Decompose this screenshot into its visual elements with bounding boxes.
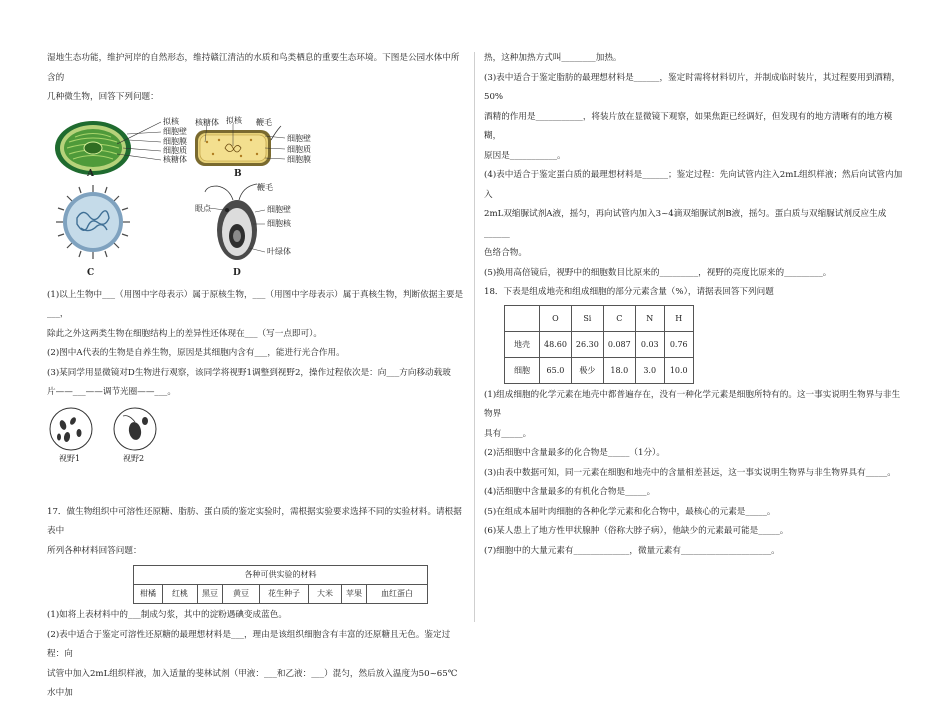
table-cell: 26.30	[571, 331, 603, 357]
q18-line-8: (7)细胞中的大量元素有_____________，微量元素有_____________________。	[484, 545, 780, 556]
microscope-views	[47, 403, 465, 469]
label-a-nucleoid: 拟核	[163, 116, 179, 126]
caption-a: A	[87, 168, 94, 179]
material-cell: 黑豆	[198, 585, 223, 604]
q17-cont-line-7: 色络合物。	[484, 248, 527, 258]
table-cell: 细胞	[505, 357, 540, 383]
table-cell: H	[664, 305, 693, 331]
q18-intro: 18．下表是组成地壳和组成细胞的部分元素含量（%），请据表回答下列问题	[484, 287, 774, 297]
q17-line-1: (1)如将上表材料中的___制成匀浆，其中的淀粉遇碘变成蓝色。	[47, 610, 287, 620]
label-d-flagellum: 鞭毛	[257, 182, 273, 192]
table-cell: Si	[571, 305, 603, 331]
q18-line-1: (1)组成细胞的化学元素在地壳中都普遍存在，没有一种化学元素是细胞所特有的。这一事实说明生物界与非生物界	[484, 389, 901, 419]
left-column	[47, 0, 465, 704]
table-row	[505, 305, 694, 331]
table-cell: 0.087	[603, 331, 635, 357]
label-b-cytoplasm: 细胞质	[287, 144, 311, 154]
q18-line-7: (6)某人患上了地方性甲状腺肿（俗称大脖子病），他缺少的元素最可能是_____。	[484, 526, 789, 536]
q17-intro-line-1: 17．做生物组织中可溶性还原糖、脂肪、蛋白质的鉴定实验时，需根据实验要求选择不同的实验材料。请根据表中	[47, 506, 462, 536]
view-1-drawing	[49, 407, 93, 451]
q17-cont-line-3: 酒精的作用是___________，将装片放在显微镜下观察，如果焦距已经调好，但发现有的地方清晰有的地方模糊，	[484, 111, 893, 141]
q17-cont-line-1: 热，这种加热方式叫________加热。	[484, 53, 622, 63]
q18-line-6: (5)在组成本届叶肉细胞的各种化学元素和化合物中，最核心的元素是_____。	[484, 506, 776, 517]
label-b-flagellum: 鞭毛	[256, 117, 272, 127]
material-cell: 红桃	[163, 585, 198, 604]
table-cell: 18.0	[603, 357, 635, 383]
table-row	[505, 357, 694, 383]
label-d-chloroplast: 叶绿体	[267, 246, 291, 256]
q17-line-3: 试管中加入2mL组织样液，加入适量的斐林试剂（甲液：___和乙液：___）混匀，然后放入温度为50~65℃水中加	[47, 668, 458, 698]
material-cell: 大米	[309, 585, 342, 604]
label-b-nucleoid: 拟核	[226, 115, 242, 125]
caption-b: B	[234, 168, 242, 179]
table-cell: 极少	[571, 357, 603, 383]
table-cell: 地壳	[505, 331, 540, 357]
materials-table-title: 各种可供实验的材料	[134, 566, 428, 585]
organism-c-drawing	[55, 184, 131, 260]
table-cell: C	[603, 305, 635, 331]
q18-line-4: (3)由表中数据可知，同一元素在细胞和地壳中的含量相差甚远，这一事实说明生物界与非生物界具有_____。	[484, 467, 896, 478]
q18-line-5: (4)活细胞中含量最多的有机化合物是_____。	[484, 487, 656, 497]
table-row	[505, 331, 694, 357]
table-cell: 10.0	[664, 357, 693, 383]
intro-line-2: 几种微生物，回答下列问题：	[47, 92, 159, 102]
element-table	[504, 305, 694, 384]
q18-line-3: (2)活细胞中含量最多的化合物是_____（1分）。	[484, 448, 665, 458]
q17-line-2: (2)表中适合于鉴定可溶性还原糖的最理想材料是___，理由是该组织细胞含有丰富的还原糖且无色。鉴定过程：向	[47, 629, 451, 659]
caption-c: C	[87, 267, 95, 278]
q17-intro-line-2: 所列各种材料回答问题：	[47, 545, 142, 556]
table-cell: 65.0	[540, 357, 572, 383]
q16-line-3: (2)图中A代表的生物是自养生物，原因是其细胞内含有___，能进行光合作用。	[47, 348, 345, 358]
q18-line-2: 具有_____。	[484, 428, 532, 439]
q17-cont-line-8: (5)换用高倍镜后，视野中的细胞数目比原来的_________，视野的亮度比原来的_________。	[484, 267, 832, 278]
materials-table	[133, 565, 428, 604]
column-divider	[474, 52, 475, 622]
q16-line-4: (3)某同学用显微镜对D生物进行观察，该同学将视野1调整到视野2，操作过程依次是：向___方向移动载玻	[47, 367, 451, 378]
label-b-ribosome: 核糖体	[195, 117, 219, 127]
q17-cont-line-4: 原因是___________。	[484, 150, 566, 161]
label-a-cytoplasm: 细胞质	[163, 145, 187, 155]
table-cell: O	[540, 305, 572, 331]
material-cell: 花生种子	[260, 585, 309, 604]
q17-cont-line-6: 2mL双缩脲试剂A液，摇匀，再向试管内加入3~4滴双缩脲试剂B液，摇匀。蛋白质与双缩脲试剂反应生成______	[484, 209, 887, 239]
table-cell: 3.0	[635, 357, 664, 383]
table-cell: 0.03	[635, 331, 664, 357]
caption-d: D	[233, 267, 241, 278]
q16-line-5: 片——___——调节光圈——___。	[47, 387, 176, 397]
material-cell: 黄豆	[223, 585, 260, 604]
q16-line-2: 除此之外这两类生物在细胞结构上的差异性还体现在___（写一点即可）。	[47, 328, 322, 339]
table-cell	[505, 305, 540, 331]
label-b-cell-wall: 细胞壁	[287, 133, 311, 143]
material-cell: 苹果	[342, 585, 367, 604]
label-a-cell-membrane: 细胞膜	[163, 136, 187, 146]
label-d-eyespot: 眼点	[195, 203, 211, 213]
label-d-nucleus: 细胞核	[267, 218, 291, 228]
table-cell: N	[635, 305, 664, 331]
label-d-cell-wall: 细胞壁	[267, 204, 291, 214]
table-cell: 48.60	[540, 331, 572, 357]
intro-line-1: 湿地生态功能，维护河岸的自然形态，维持赣江清洁的水质和鸟类栖息的重要生态环境。下图是公园水体中所含的	[47, 53, 460, 83]
q17-cont-line-5: (4)表中适合于鉴定蛋白质的最理想材料是______；鉴定过程：先向试管内注入2mL组织样液；然后向试管内加入	[484, 170, 903, 200]
view-1-label: 视野1	[59, 453, 81, 463]
material-cell: 柑橘	[134, 585, 163, 604]
right-column	[484, 0, 904, 561]
view-2-label: 视野2	[123, 453, 145, 463]
table-cell: 0.76	[664, 331, 693, 357]
material-cell: 血红蛋白	[367, 585, 428, 604]
microbe-figure	[47, 112, 465, 280]
q17-cont-line-2: (3)表中适合于鉴定脂肪的最理想材料是______，鉴定时需将材料切片，并制成临时装片，其过程要用到酒精，50%	[484, 72, 901, 102]
label-b-cell-membrane: 细胞膜	[287, 154, 311, 164]
q16-line-1: (1)以上生物中___（用图中字母表示）属于原核生物，___（用图中字母表示）属于真核生物，判断依据主要是___，	[47, 289, 464, 319]
view-2-drawing	[113, 407, 157, 451]
label-a-ribosome: 核糖体	[163, 154, 187, 164]
label-a-cell-wall: 细胞壁	[163, 126, 187, 136]
